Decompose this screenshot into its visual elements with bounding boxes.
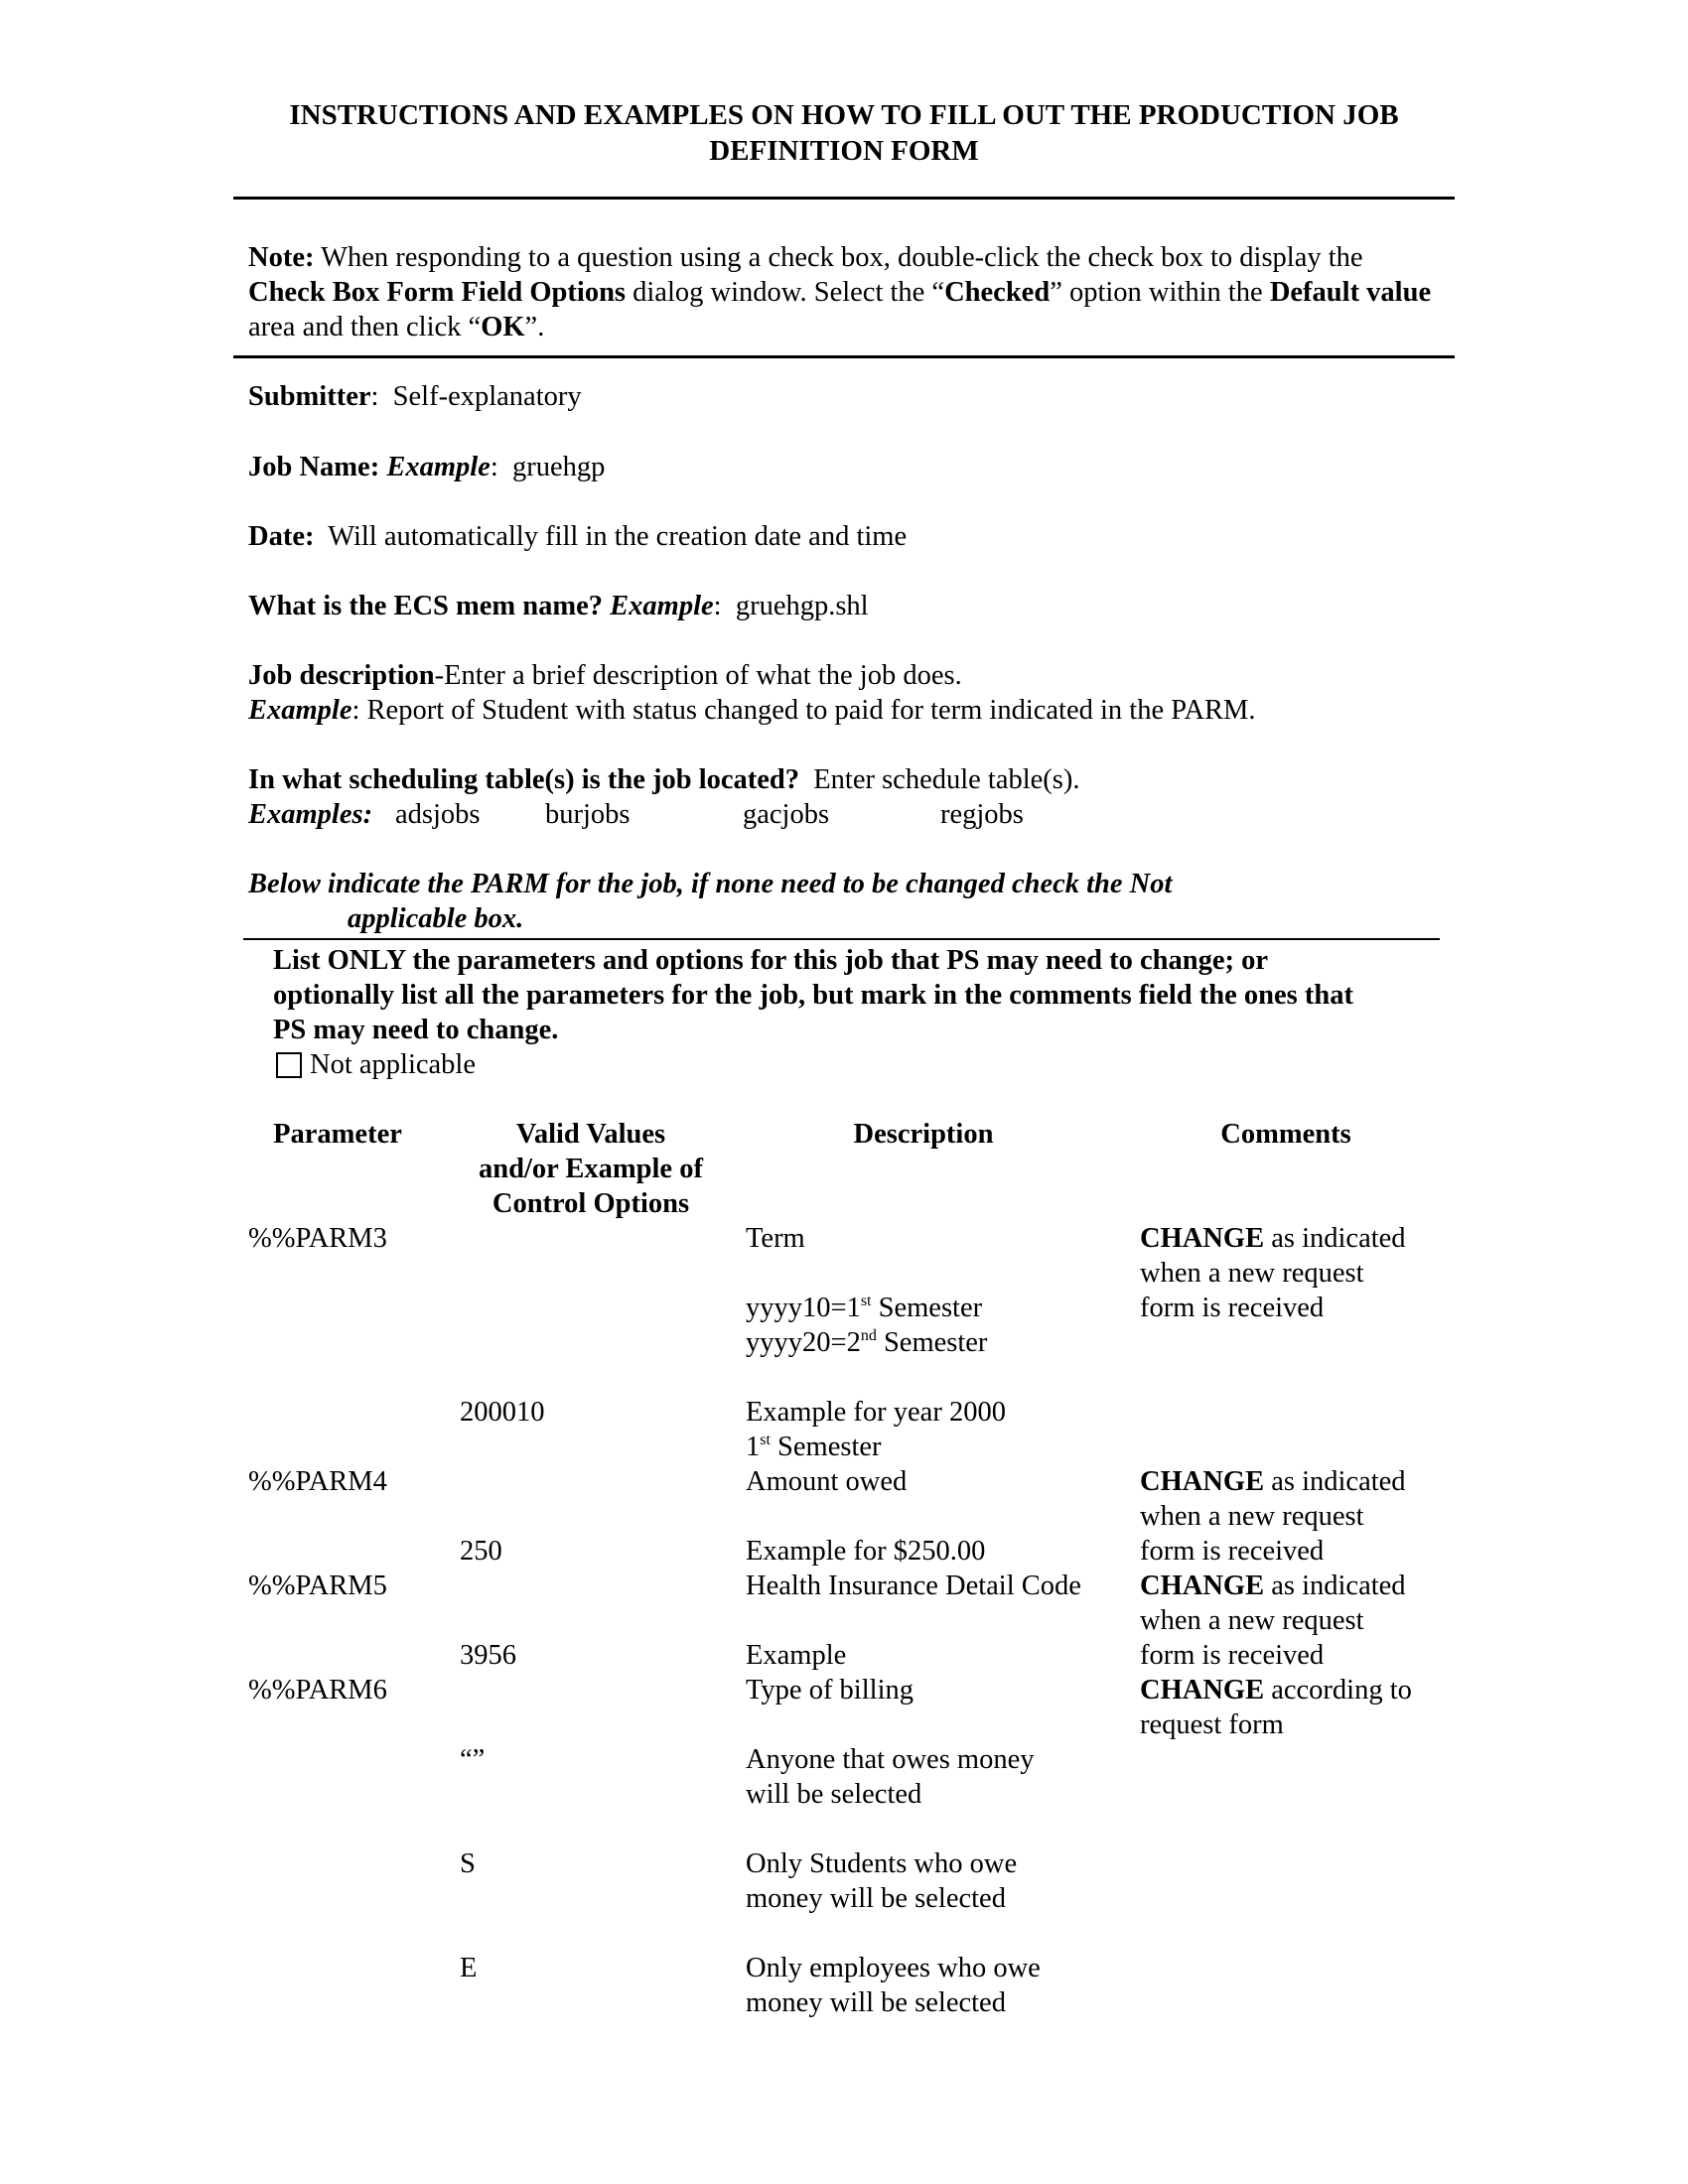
parm4-description: Amount owed bbox=[746, 1466, 908, 1497]
date-line bbox=[248, 519, 907, 554]
parm3-value-description-1: Example for year 2000 bbox=[746, 1397, 1006, 1428]
parm3-value-description-2-post: Semester bbox=[770, 1432, 882, 1462]
parm-intro-line-2: applicable box. bbox=[348, 903, 524, 934]
parm5-value-description: Example bbox=[746, 1640, 847, 1671]
note-label: Note: bbox=[248, 242, 315, 273]
header-valid-values-line-1: Valid Values bbox=[515, 1119, 666, 1150]
parm3-semester-2-pre: yyyy20=2 bbox=[746, 1327, 861, 1358]
job-name-example-label: Example bbox=[386, 452, 491, 482]
submitter-label: Submitter bbox=[248, 381, 371, 412]
job-name-value: gruehgp bbox=[512, 452, 606, 482]
header-description: Description bbox=[853, 1119, 994, 1150]
submitter-value: Self-explanatory bbox=[392, 381, 582, 412]
parm-list-line-2: optionally list all the parameters for the job, but mark in the comments field the ones that bbox=[273, 980, 1353, 1011]
job-name-sep: : bbox=[490, 452, 512, 482]
parm4-comment-line-1: as indicated bbox=[1264, 1466, 1406, 1497]
header-comments: Comments bbox=[1220, 1119, 1351, 1150]
scheduling-question-line bbox=[248, 762, 1080, 797]
parm3-comment-change: CHANGE bbox=[1140, 1223, 1265, 1254]
parm3-semester-1-post: Semester bbox=[871, 1293, 983, 1323]
parm5-comment-line-1: as indicated bbox=[1264, 1570, 1406, 1601]
parm6-option-value: E bbox=[460, 1953, 478, 1983]
parm3-comment-line-1: as indicated bbox=[1264, 1223, 1406, 1254]
parm3-comment-line-3: form is received bbox=[1140, 1293, 1325, 1323]
divider-top bbox=[233, 197, 1455, 200]
job-description-example-label: Example bbox=[248, 695, 352, 726]
parm6-option-value: “” bbox=[460, 1744, 486, 1775]
not-applicable-label: Not applicable bbox=[310, 1049, 476, 1080]
parm5-comment bbox=[1140, 1569, 1406, 1673]
parm6-option-description bbox=[746, 1846, 1017, 1916]
note-text-4: area and then click “ bbox=[248, 312, 482, 342]
ecs-value: gruehgp.shl bbox=[735, 591, 869, 621]
note-bold-3: Default value bbox=[1269, 277, 1432, 308]
parm4-comment-change: CHANGE bbox=[1140, 1466, 1265, 1497]
header-valid-values-line-3: Control Options bbox=[492, 1188, 690, 1219]
parm6-option-description-line-1: Only employees who owe bbox=[746, 1953, 1041, 1983]
job-name-label: Job Name: bbox=[248, 452, 387, 482]
parm3-semester-2 bbox=[746, 1325, 987, 1360]
parm3-value-description-2-pre: 1 bbox=[746, 1432, 761, 1462]
scheduling-example: gacjobs bbox=[743, 799, 830, 830]
ecs-sep: : bbox=[713, 591, 736, 621]
parm6-comment-line-2: request form bbox=[1140, 1709, 1284, 1740]
date-value: Will automatically fill in the creation date and time bbox=[314, 521, 908, 552]
parm6-comment-line-1: according to bbox=[1264, 1675, 1412, 1706]
parm5-name: %%PARM5 bbox=[248, 1570, 387, 1601]
parm6-option-value: S bbox=[460, 1848, 476, 1879]
job-description-label: Job description bbox=[248, 660, 435, 691]
header-parameter: Parameter bbox=[273, 1119, 402, 1150]
title-line-2: DEFINITION FORM bbox=[709, 135, 979, 167]
scheduling-question: In what scheduling table(s) is the job located? bbox=[248, 764, 799, 795]
title-line-1: INSTRUCTIONS AND EXAMPLES ON HOW TO FILL OUT THE PRODUCTION JOB bbox=[289, 99, 1399, 131]
parm6-option-description-line-2: will be selected bbox=[746, 1779, 922, 1810]
scheduling-example: adsjobs bbox=[395, 799, 481, 830]
parm4-comment-line-3: form is received bbox=[1140, 1536, 1325, 1567]
note-text-2: dialog window. Select the “ bbox=[626, 277, 945, 308]
parm5-comment-change: CHANGE bbox=[1140, 1570, 1265, 1601]
parm6-name: %%PARM6 bbox=[248, 1675, 387, 1706]
parm4-value: 250 bbox=[460, 1536, 502, 1567]
parm-list-line-1: List ONLY the parameters and options for this job that PS may need to change; or bbox=[273, 945, 1268, 976]
ecs-line bbox=[248, 589, 869, 623]
parm3-comment-line-2: when a new request bbox=[1140, 1258, 1364, 1289]
parm6-option-description bbox=[746, 1951, 1041, 2020]
date-label: Date: bbox=[248, 521, 315, 552]
scheduling-examples-label: Examples: bbox=[248, 799, 373, 830]
submitter-sep: : bbox=[370, 381, 393, 412]
parm-intro-line-1: Below indicate the PARM for the job, if none need to be changed check the Not bbox=[248, 869, 1173, 899]
parm6-option-description-line-2: money will be selected bbox=[746, 1883, 1006, 1914]
parm-list-instructions bbox=[273, 943, 1445, 1047]
parm4-name: %%PARM4 bbox=[248, 1466, 387, 1497]
parm4-value-description: Example for $250.00 bbox=[746, 1536, 986, 1567]
note-text-1: When responding to a question using a check box, double-click the check box to display the bbox=[314, 242, 1363, 273]
note-bold-1: Check Box Form Field Options bbox=[248, 277, 627, 308]
scheduling-example: burjobs bbox=[545, 799, 631, 830]
job-description-block bbox=[248, 658, 1256, 728]
parm3-semester-1-pre: yyyy10=1 bbox=[746, 1293, 861, 1323]
parm6-comment-change: CHANGE bbox=[1140, 1675, 1265, 1706]
note-text-3: ” option within the bbox=[1050, 277, 1270, 308]
page-title bbox=[233, 97, 1455, 169]
submitter-line bbox=[248, 379, 582, 414]
divider-note bbox=[233, 355, 1455, 358]
note-text-5: ”. bbox=[524, 312, 545, 342]
parm3-comment bbox=[1140, 1221, 1406, 1325]
parm6-description: Type of billing bbox=[746, 1675, 914, 1706]
parm6-comment bbox=[1140, 1673, 1412, 1742]
parm6-option-description-line-1: Anyone that owes money bbox=[746, 1744, 1035, 1775]
not-applicable-checkbox[interactable] bbox=[276, 1052, 302, 1078]
note-paragraph bbox=[248, 240, 1440, 344]
parm3-description: Term bbox=[746, 1223, 805, 1254]
ecs-label: What is the ECS mem name? bbox=[248, 591, 611, 621]
parm5-comment-line-2: when a new request bbox=[1140, 1605, 1364, 1636]
scheduling-example: regjobs bbox=[940, 799, 1024, 830]
parm3-semester-2-post: Semester bbox=[876, 1327, 988, 1358]
parm5-value: 3956 bbox=[460, 1640, 516, 1671]
parm4-comment-line-2: when a new request bbox=[1140, 1501, 1364, 1532]
parm5-description: Health Insurance Detail Code bbox=[746, 1570, 1081, 1601]
scheduling-examples-line bbox=[248, 797, 372, 832]
parm3-name: %%PARM3 bbox=[248, 1223, 387, 1254]
parm3-value: 200010 bbox=[460, 1397, 545, 1428]
parm6-option-description bbox=[746, 1742, 1034, 1812]
job-name-line bbox=[248, 450, 605, 484]
parm3-semester-1-sup: st bbox=[860, 1293, 872, 1309]
parm3-semester-1 bbox=[746, 1291, 982, 1325]
header-valid-values-line-2: and/or Example of bbox=[479, 1154, 703, 1184]
note-bold-4: OK bbox=[481, 312, 525, 342]
parm4-comment bbox=[1140, 1464, 1406, 1569]
parm3-value-description-2-sup: st bbox=[760, 1432, 771, 1448]
header-valid-values bbox=[437, 1117, 745, 1221]
note-bold-2: Checked bbox=[944, 277, 1051, 308]
parm3-semester-2-sup: nd bbox=[860, 1327, 877, 1344]
scheduling-instruction: Enter schedule table(s). bbox=[799, 764, 1080, 795]
job-description-example-text: : Report of Student with status changed to paid for term indicated in the PARM. bbox=[352, 695, 1256, 726]
parm-list-line-3: PS may need to change. bbox=[273, 1015, 559, 1045]
parm6-option-description-line-2: money will be selected bbox=[746, 1987, 1006, 2018]
ecs-example-label: Example bbox=[610, 591, 714, 621]
not-applicable-option[interactable] bbox=[276, 1047, 476, 1082]
parm5-comment-line-3: form is received bbox=[1140, 1640, 1325, 1671]
divider-parm bbox=[243, 938, 1440, 940]
job-description-text: -Enter a brief description of what the job does. bbox=[434, 660, 962, 691]
parm6-option-description-line-1: Only Students who owe bbox=[746, 1848, 1018, 1879]
parm3-value-description-2 bbox=[746, 1430, 882, 1464]
